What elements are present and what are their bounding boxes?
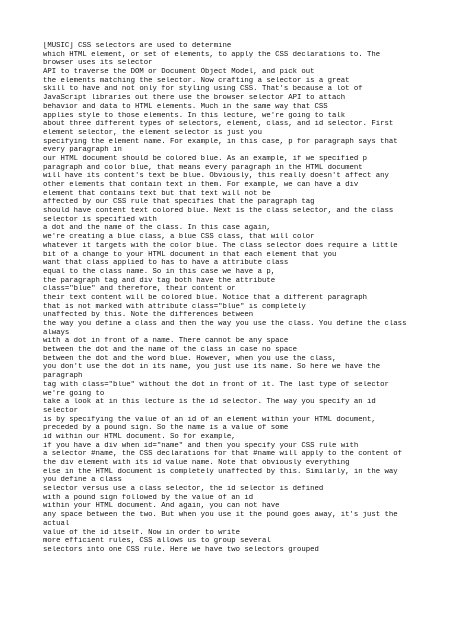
text-line: element that contains text but that text will not be [43,189,271,198]
text-line: with a dot in front of a name. There cannot be any space [43,337,289,346]
text-line: bit of a change to your HTML document in that each element that you [43,250,337,259]
text-line: we're creating a blue class, a blue CSS class, that will color [43,233,315,242]
text-line: skill to have and not only for styling using CSS. That's because a lot of [43,85,363,94]
text-line: between the dot and the name of the class in case no space [43,346,297,355]
text-line: unaffected by this. Note the differences between [43,311,254,320]
text-line: specifying the element name. For example, in this case, p for paragraph says that [43,137,398,146]
text-line: more efficient rules, CSS allows us to group several [43,537,271,546]
text-line: applies style to those elements. In this lecture, we're going to talk [43,111,346,120]
text-line: we're going to [43,389,105,398]
text-line: id within our HTML document. So for example, [43,432,236,441]
text-line: a selector #name, the CSS declarations for that #name will apply to the content of [43,450,403,459]
text-line: paragraph and color blue, that means every paragraph in the HTML document [43,163,363,172]
text-line: selector [43,406,79,415]
text-line: the paragraph tag and div tag both have the attribute [43,276,276,285]
text-line: API to traverse the DOM or Document Object Model, and pick out [43,68,315,77]
text-line: other elements that contain text in them. For example, we can have a div [43,181,359,189]
text-line: you define a class [43,476,122,485]
text-line: want that class applied to has to have a attribute class [43,259,289,268]
text-line: selector versus use a class selector, the id selector is defined [43,485,324,494]
text-line: whatever it targets with the color blue. The class selector does require a little [43,241,398,250]
text-line: within your HTML document. And again, you can not have [43,502,280,511]
text-line: tag with class="blue" without the dot in front of it. The last type of selector [43,380,389,389]
text-line: our HTML document should be colored blue. As an example, if we specified p [43,154,368,163]
text-line: else in the HTML document is completely unaffected by this. Similarly, in the way [43,467,398,476]
text-line: is by specifying the value of an id of an element within your HTML document, [43,415,376,424]
text-line: always [43,328,70,337]
text-line: value of the id itself. Now in order to write [43,528,241,537]
text-line: that is not marked with attribute class="blue" is completely [43,302,306,311]
text-line: any space between the two. But when you use it the pound goes away, it's just the [43,511,398,520]
text-line: selectors into one CSS rule. Here we have two selectors grouped [43,545,319,554]
text-line: JavaScript libraries out there use the browser selector API to attach [43,94,346,103]
text-line: a dot and the name of the class. In this case again, [43,224,271,233]
text-line: the way you define a class and then the way you use the class. You define the class [43,320,407,328]
text-line: selector is specified with [43,215,157,224]
text-line: element selector, the element selector is just you [43,128,262,137]
text-line: take a look at in this lecture is the id selector. The way you specify an id [43,398,376,407]
text-line: should have content text colored blue. Next is the class selector, and the class [43,207,394,216]
text-line: browser uses its selector [43,59,153,68]
text-line: preceded by a pound sign. So the name is a value of some [43,424,289,433]
text-line: paragraph [43,372,83,381]
text-line: between the dot and the word blue. However, when you use the class, [43,354,337,363]
text-line: you don't use the dot in its name, you just use its name. So here we have the [43,363,381,372]
text-line: the elements matching the selector. Now crafting a selector is a great [43,76,350,85]
text-line: their text content will be colored blue. Notice that a different paragraph [43,293,368,302]
text-line: actual [43,519,70,528]
text-line: behavior and data to HTML elements. Much in the same way that CSS [43,102,328,111]
text-line: about three different types of selectors, element, class, and id selector. First [43,120,394,129]
text-line: the div element with its id value name. Note that obviously everything [43,459,350,467]
text-line: [MUSIC] CSS selectors are used to determine [43,42,232,50]
text-line: class="blue" and therefore, their content or [43,285,236,294]
text-line: every paragraph in [43,146,122,155]
transcript-text [43,42,455,555]
text-line: which HTML element, or set of elements, to apply the CSS declarations to. The [43,50,381,59]
text-line: equal to the class name. So in this case we have a p, [43,267,276,276]
text-line: with a pound sign followed by the value of an id [43,493,254,502]
text-line: will have its content's text be blue. Obviously, this really doesn't affect any [43,172,389,181]
text-line: affected by our CSS rule that specifies that the paragraph tag [43,198,315,207]
text-line: if you have a div when id="name" and then you specify your CSS rule with [43,441,359,450]
